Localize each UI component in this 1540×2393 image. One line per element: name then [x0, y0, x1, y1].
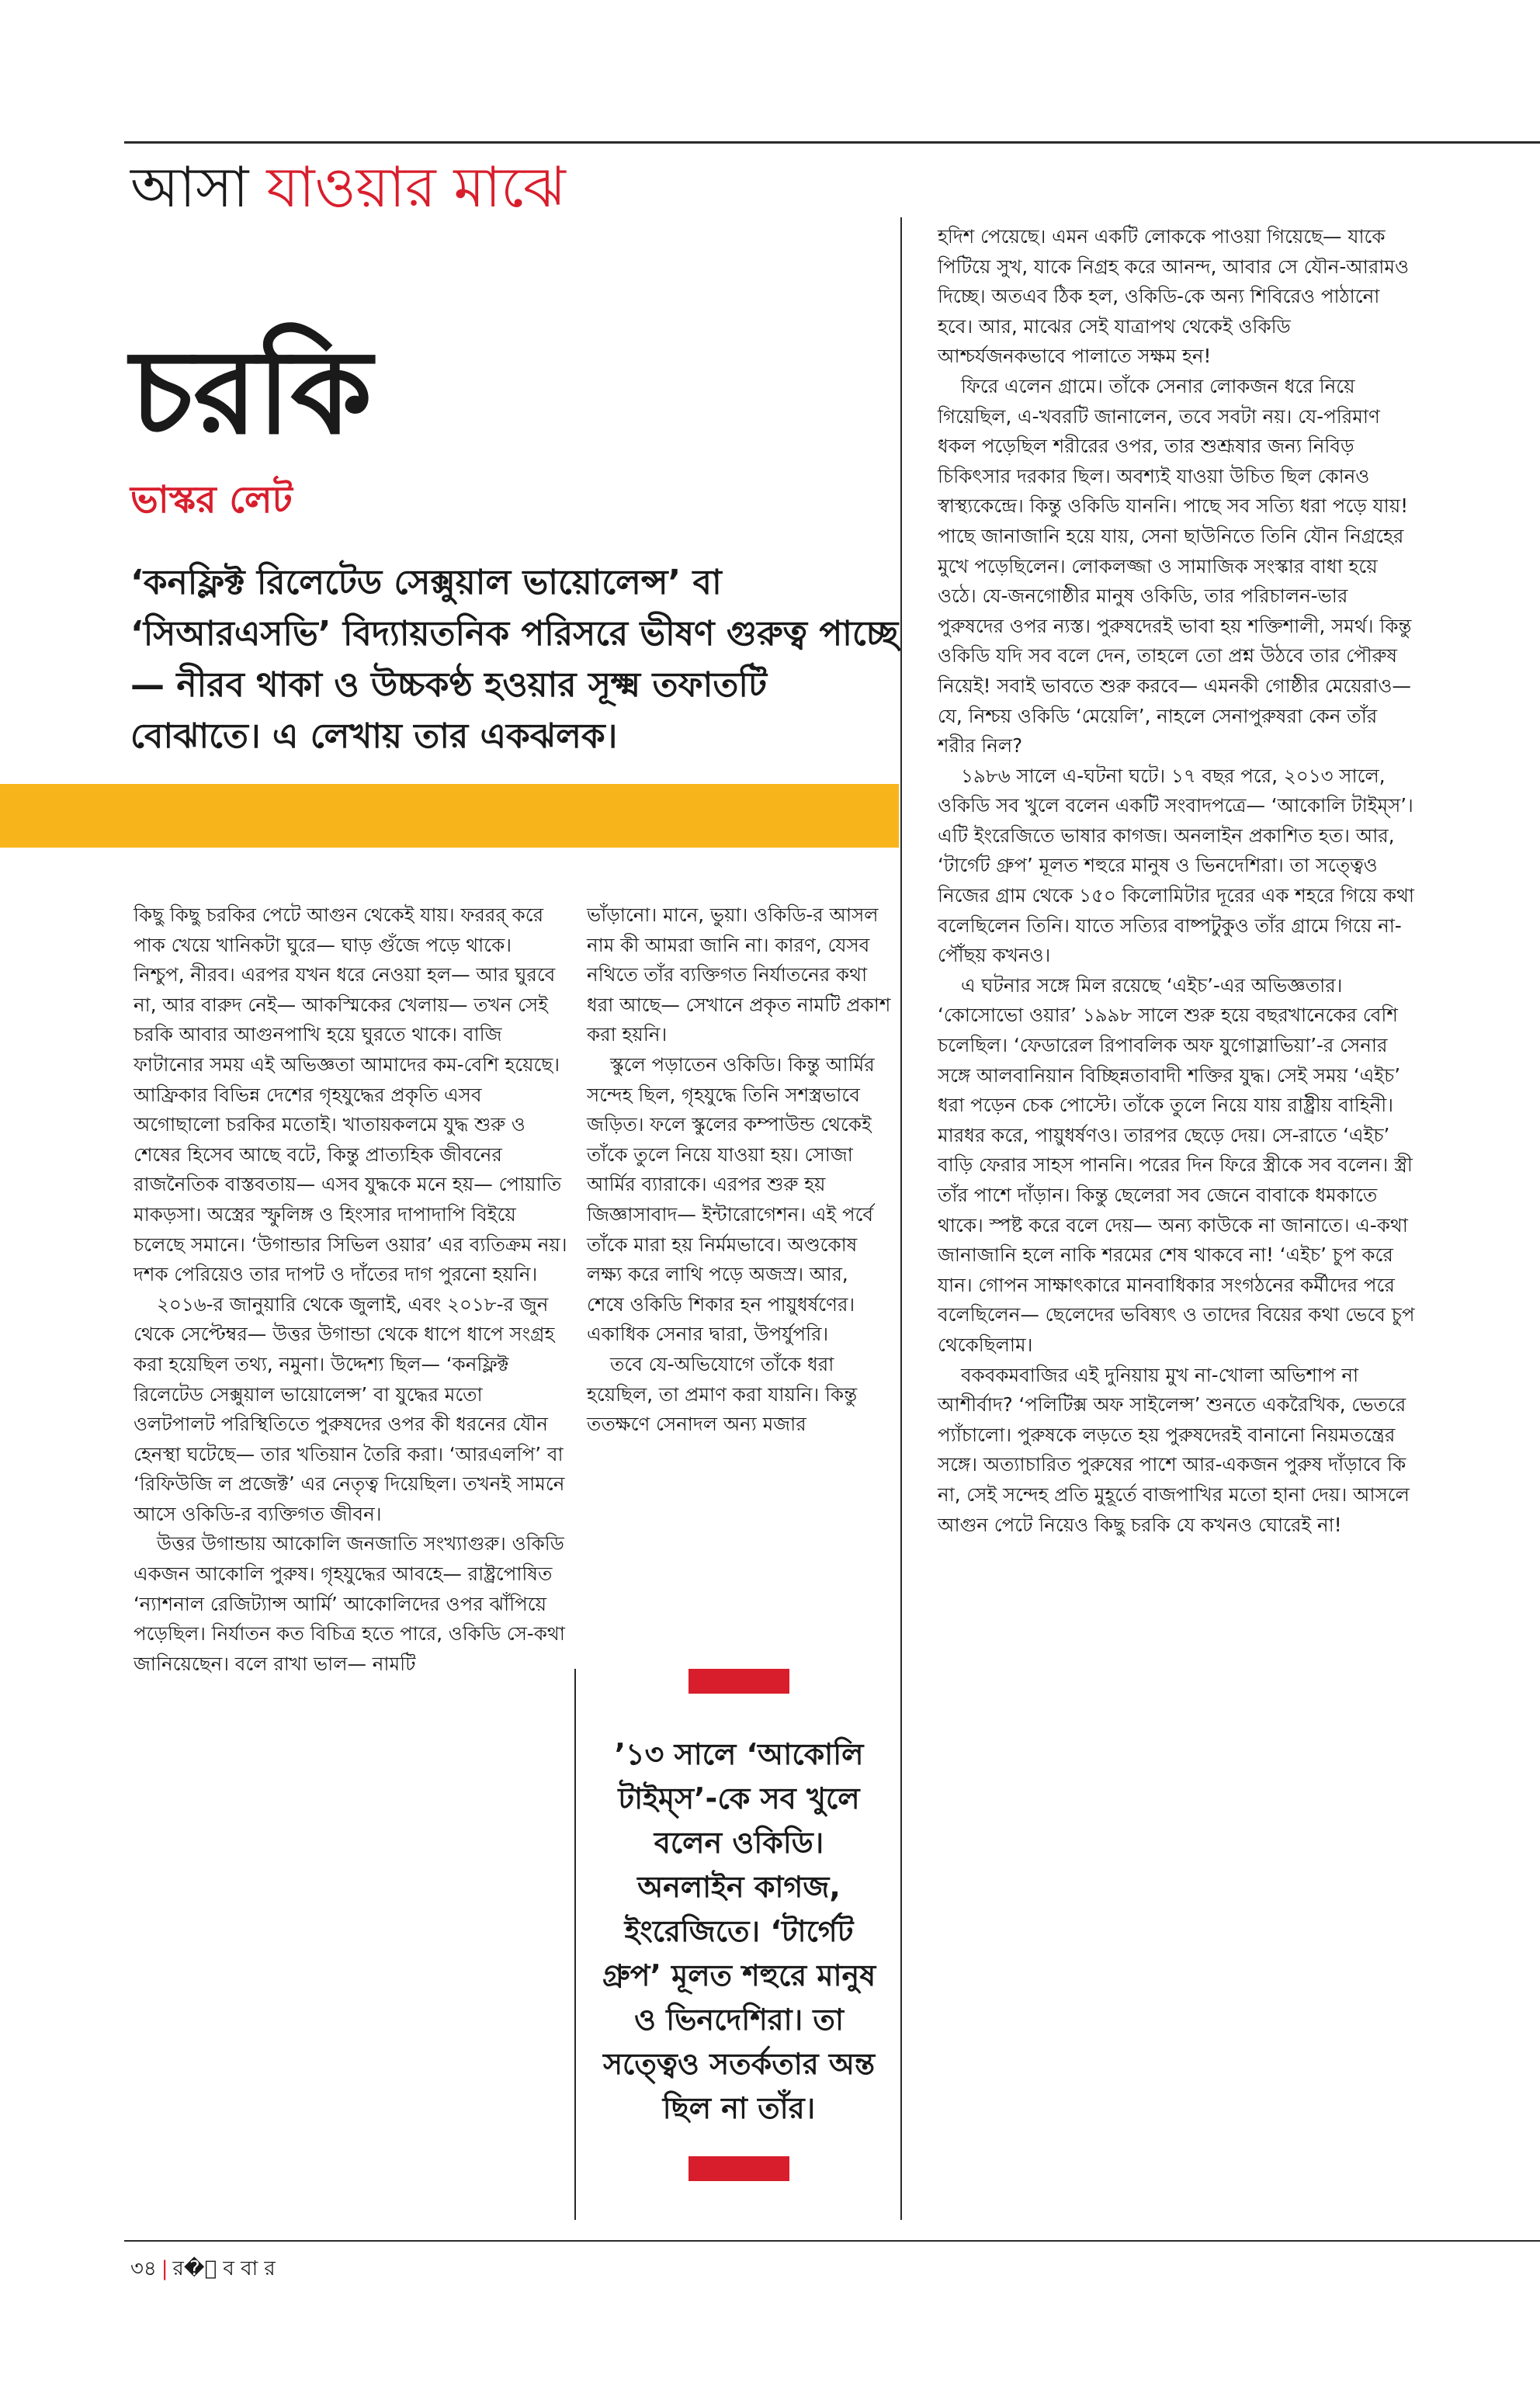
column-divider-left: [574, 1669, 576, 2220]
pullquote-bar-top: [688, 1669, 789, 1694]
paragraph: ভাঁড়ানো। মানে, ভুয়া। ওকিডি-র আসল নাম কী আমরা জানি না। কারণ, যেসব নথিতে তাঁর ব্যক্তিগত নির্যাতনের কথা ধরা আছে— সেখানে প্রকৃত নামটি প্রকাশ করা হয়নি।: [587, 903, 891, 1046]
paragraph: হদিশ পেয়েছে। এমন একটি লোককে পাওয়া গিয়েছে— যাকে পিটিয়ে সুখ, যাকে নিগ্রহ করে আনন্দ, আবার সে যৌন-আরামও দিচ্ছে। অতএব ঠিক হল, ওকিডি-কে অন্য শিবিরেও পাঠানো হবে। আর, মাঝের সেই যাত্রাপথ থেকেই ওকিডি আশ্চর্যজনকভাবে পালাতে সক্ষম হন!: [938, 225, 1410, 368]
paragraph: ১৯৮৬ সালে এ-ঘটনা ঘটে। ১৭ বছর পরে, ২০১৩ সালে, ওকিডি সব খুলে বলেন একটি সংবাদপত্রে— ‘আকোলি টাইম্‌স’। এটি ইংরেজিতে ভাষার কাগজ। অনলাইন প্রকাশিত হত। আর, ‘টার্গেট গ্রুপ’ মূলত শহুরে মানুষ ও ভিনদেশিরা। তা সত্ত্বেও নিজের গ্রাম থেকে ১৫০ কিলোমিটার দূরের এক শহরে গিয়ে কথা বলেছিলেন তিনি। যাতে সত্যির বাষ্পটুকুও তাঁর গ্রামে গিয়ে না-পৌঁছয় কখনও।: [938, 764, 1415, 967]
magazine-name: র�ো ব বা র: [172, 2257, 276, 2280]
page-number: ৩৪: [130, 2257, 157, 2280]
article-headline: চরকি: [130, 324, 373, 460]
paragraph: এ ঘটনার সঙ্গে মিল রয়েছে ‘এইচ’-এর অভিজ্ঞতার। ‘কোসোভো ওয়ার’ ১৯৯৮ সালে শুরু হয়ে বছরখানেকের বেশি চলেছিল। ‘ফেডারেল রিপাবলিক অফ যুগোস্লাভিয়া’-র সেনার সঙ্গে আলবানিয়ান বিচ্ছিন্নতাবাদী শক্তির যুদ্ধ। সেই সময় ‘এইচ’ ধরা পড়েন চেক পোস্টে। তাঁকে তুলে নিয়ে যায় রাষ্ট্রীয় বাহিনী। মারধর করে, পায়ুধর্ষণও। তারপর ছেড়ে দেয়। সে-রাতে ‘এইচ’ বাড়ি ফেরার সাহস পাননি। পরের দিন ফিরে স্ত্রীকে সব বলেন। স্ত্রী তাঁর পাশে দাঁড়ান। কিন্তু ছেলেরা সব জেনে বাবাকে ধমকাতে থাকে। স্পষ্ট করে বলে দেয়— অন্য কাউকে না জানাতে। এ-কথা জানাজানি হলে নাকি শরমের শেষ থাকবে না! ‘এইচ’ চুপ করে যান। গোপন সাক্ষাৎকারে মানবাধিকার সংগঠনের কর্মীদের পরে বলেছিলেন— ছেলেদের ভবিষ্যৎ ও তাদের বিয়ের কথা ভেবে চুপ থেকেছিলাম।: [938, 973, 1415, 1356]
body-column-3: [938, 222, 1419, 1540]
top-rule: [124, 141, 1540, 144]
section-kicker: [130, 152, 566, 222]
kicker-part1: আসা: [130, 154, 267, 220]
paragraph: কিছু কিছু চরকির পেটে আগুন থেকেই যায়। ফররর্‌ করে পাক খেয়ে খানিকটা ঘুরে— ঘাড় গুঁজে পড়ে থাকে। নিশ্চুপ, নীরব। এরপর যখন ধরে নেওয়া হল— আর ঘুরবে না, আর বারুদ নেই— আকস্মিকের খেলায়— তখন সেই চরকি আবার আগুনপাখি হয়ে ঘুরতে থাকে। বাজি ফাটানোর সময় এই অভিজ্ঞতা আমাদের কম-বেশি হয়েছে। আফ্রিকার বিভিন্ন দেশের গৃহযুদ্ধের প্রকৃতি এসব অগোছালো চরকির মতোই। খাতায়কলমে যুদ্ধ শুরু ও শেষের হিসেব আছে বটে, কিন্তু প্রাত্যহিক জীবনের রাজনৈতিক বাস্তবতায়— এসব যুদ্ধকে মনে হয়— পোয়াতি মাকড়সা। অস্ত্রের স্ফুলিঙ্গ ও হিংসার দাপাদাপি বিইয়ে চলেছে সমানে। ‘উগান্ডার সিভিল ওয়ার’ এর ব্যতিক্রম নয়। দশক পেরিয়েও তার দাপট ও দাঁতের দাগ পুরনো হয়নি।: [134, 903, 567, 1286]
accent-band: [0, 784, 899, 848]
paragraph: বকবকমবাজির এই দুনিয়ায় মুখ না-খোলা অভিশাপ না আশীর্বাদ? ‘পলিটিক্স অফ সাইলেন্স’ শুনতে একরৈখিক, ভেতরে প্যাঁচালো। পুরুষকে লড়তে হয় পুরুষদেরই বানানো নিয়মতন্ত্রের সঙ্গে। অত্যাচারিত পুরুষের পাশে আর-একজন পুরুষ দাঁড়াবে কি না, সেই সন্দেহ প্রতি মুহূর্তে বাজপাখির মতো হানা দেয়। আসলে আগুন পেটে নিয়েও কিছু চরকি যে কখনও ঘোরেই না!: [938, 1363, 1410, 1536]
pullquote-bar-bottom: [688, 2156, 789, 2181]
kicker-part2: যাওয়ার মাঝে: [266, 154, 566, 220]
author-byline: ভাস্কর লেট: [130, 478, 293, 522]
bottom-rule: [124, 2240, 1540, 2242]
body-column-1: [134, 900, 568, 1679]
column-divider-right: [900, 217, 902, 2220]
paragraph: ২০১৬-র জানুয়ারি থেকে জুলাই, এবং ২০১৮-র জুন থেকে সেপ্টেম্বর— উত্তর উগান্ডা থেকে ধাপে ধাপে সংগ্রহ করা হয়েছিল তথ্য, নমুনা। উদ্দেশ্য ছিল— ‘কনফ্লিক্ট রিলেটেড সেক্সুয়াল ভায়োলেন্স’ বা যুদ্ধের মতো ওলটপালট পরিস্থিতিতে পুরুষদের ওপর কী ধরনের যৌন হেনস্থা ঘটেছে— তার খতিয়ান তৈরি করা। ‘আরএলপি’ বা ‘রিফিউজি ল প্রজেক্ট’ এর নেতৃত্ব দিয়েছিল। তখনই সামনে আসে ওকিডি-র ব্যক্তিগত জীবন।: [134, 1292, 565, 1525]
paragraph: স্কুলে পড়াতেন ওকিডি। কিন্তু আর্মির সন্দেহ ছিল, গৃহযুদ্ধে তিনি সশস্ত্রভাবে জড়িত। ফলে স্কুলের কম্পাউন্ড থেকেই তাঁকে তুলে নিয়ে যাওয়া হয়। সোজা আর্মির ব্যারাকে। এরপর শুরু হয় জিজ্ঞাসাবাদ— ইন্টারোগেশন। এই পর্বে তাঁকে মারা হয় নির্মমভাবে। অণ্ডকোষ লক্ষ্য করে লাথি পড়ে অজস্র। আর, শেষে ওকিডি শিকার হন পায়ুধর্ষণের। একাধিক সেনার দ্বারা, উপর্যুপরি।: [587, 1053, 875, 1346]
paragraph: ফিরে এলেন গ্রামে। তাঁকে সেনার লোকজন ধরে নিয়ে গিয়েছিল, এ-খবরটি জানালেন, তবে সবটা নয়। যে-পরিমাণ ধকল পড়েছিল শরীরের ওপর, তার শুশ্রূষার জন্য নিবিড় চিকিৎসার দরকার ছিল। অবশ্যই যাওয়া উচিত ছিল কোনও স্বাস্থ্যকেন্দ্রে। কিন্তু ওকিডি যাননি। পাছে সব সত্যি ধরা পড়ে যায়! পাছে জানাজানি হয়ে যায়, সেনা ছাউনিতে তিনি যৌন নিগ্রহের মুখে পড়েছিলেন। লোকলজ্জা ও সামাজিক সংস্কার বাধা হয়ে ওঠে। যে-জনগোষ্ঠীর মানুষ ওকিডি, তার পরিচালন-ভার পুরুষদের ওপর ন্যস্ত। পুরুষদেরই ভাবা হয় শক্তিশালী, সমর্থ। কিন্তু ওকিডি যদি সব বলে দেন, তাহলে তো প্রশ্ন উঠবে তার পৌরুষ নিয়েই! সবাই ভাবতে শুরু করবে— এমনকী গোষ্ঠীর মেয়েরাও— যে, নিশ্চয় ওকিডি ‘মেয়েলি’, নাহলে সেনাপুরুষরা কেন তাঁর শরীর নিল?: [938, 374, 1412, 758]
paragraph: তবে যে-অভিযোগে তাঁকে ধরা হয়েছিল, তা প্রমাণ করা যায়নি। কিন্তু ততক্ষণে সেনাদল অন্য মজার: [587, 1352, 858, 1436]
standfirst: ‘কনফ্লিক্ট রিলেটেড সেক্সুয়াল ভায়োলেন্স’ বা ‘সিআরএসভি’ বিদ্যায়তনিক পরিসরে ভীষণ গুরুত্ব পাচ্ছে— নীরব থাকা ও উচ্চকণ্ঠ হওয়ার সূক্ষ্ম তফাতটি বোঝাতে। এ লেখায় তার একঝলক।: [130, 563, 899, 756]
body-column-2: [587, 900, 891, 1440]
paragraph: উত্তর উগান্ডায় আকোলি জনজাতি সংখ্যাগুরু। ওকিডি একজন আকোলি পুরুষ। গৃহযুদ্ধের আবহে— রাষ্ট্রপোষিত ‘ন্যাশনাল রেজিট্যান্স আর্মি’ আকোলিদের ওপর ঝাঁপিয়ে পড়েছিল। নির্যাতন কত বিচিত্র হতে পারে, ওকিডি সে-কথা জানিয়েছেন। বলে রাখা ভাল— নামটি: [134, 1532, 565, 1675]
pullquote: ’১৩ সালে ‘আকোলি টাইম্‌স’-কে সব খুলে বলেন ওকিডি। অনলাইন কাগজ, ইংরেজিতে। ‘টার্গেট গ্রুপ’ মূলত শহুরে মানুষ ও ভিনদেশিরা। তা সত্ত্বেও সতর্কতার অন্ত ছিল না তাঁর।: [602, 1737, 876, 2125]
folio-separator: |: [161, 2257, 168, 2280]
page-folio: [130, 2255, 276, 2283]
